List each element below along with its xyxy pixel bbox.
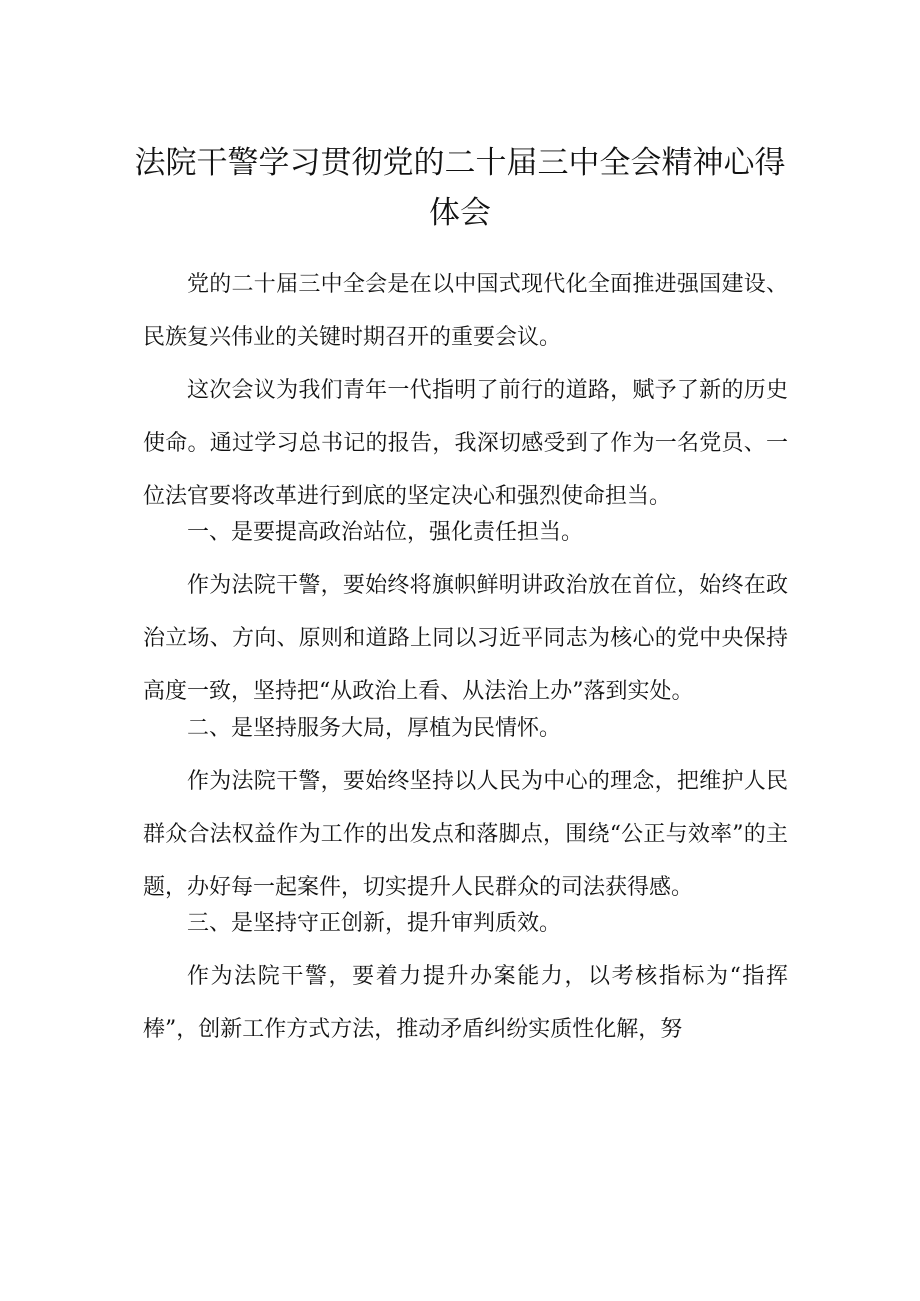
document-title: 法院干警学习贯彻党的二十届三中全会精神心得体会 (134, 145, 786, 231)
section-heading-2: 二、是坚持服务大局，厚植为民情怀。 (187, 716, 562, 741)
paragraph-mission: 这次会议为我们青年一代指明了前行的道路，赋予了新的历史使命。通过学习总书记的报告，我深切感受到了作为一名党员、一位法官要将改革进行到底的坚定决心和强烈使命担当。 (143, 378, 788, 509)
paragraph-section-2: 作为法院干警，要始终坚持以人民为中心的理念，把维护人民群众合法权益作为工作的出发点和落脚点，围绕“公正与效率”的主题，办好每一起案件，切实提升人民群众的司法获得感。 (143, 769, 788, 900)
paragraph-section-3: 作为法院干警，要着力提升办案能力，以考核指标为“指挥棒”，创新工作方式方法，推动矛盾纠纷实质性化解，努 (143, 964, 788, 1042)
section-heading-3: 三、是坚持守正创新，提升审判质效。 (187, 911, 562, 936)
paragraph-intro: 党的二十届三中全会是在以中国式现代化全面推进强国建设、民族复兴伟业的关键时期召开的重要会议。 (143, 272, 788, 350)
paragraph-section-1: 作为法院干警，要始终将旗帜鲜明讲政治放在首位，始终在政治立场、方向、原则和道路上同以习近平同志为核心的党中央保持高度一致，坚持把“从政治上看、从法治上办”落到实处。 (143, 573, 788, 704)
section-heading-1: 一、是要提高政治站位，强化责任担当。 (187, 520, 584, 545)
